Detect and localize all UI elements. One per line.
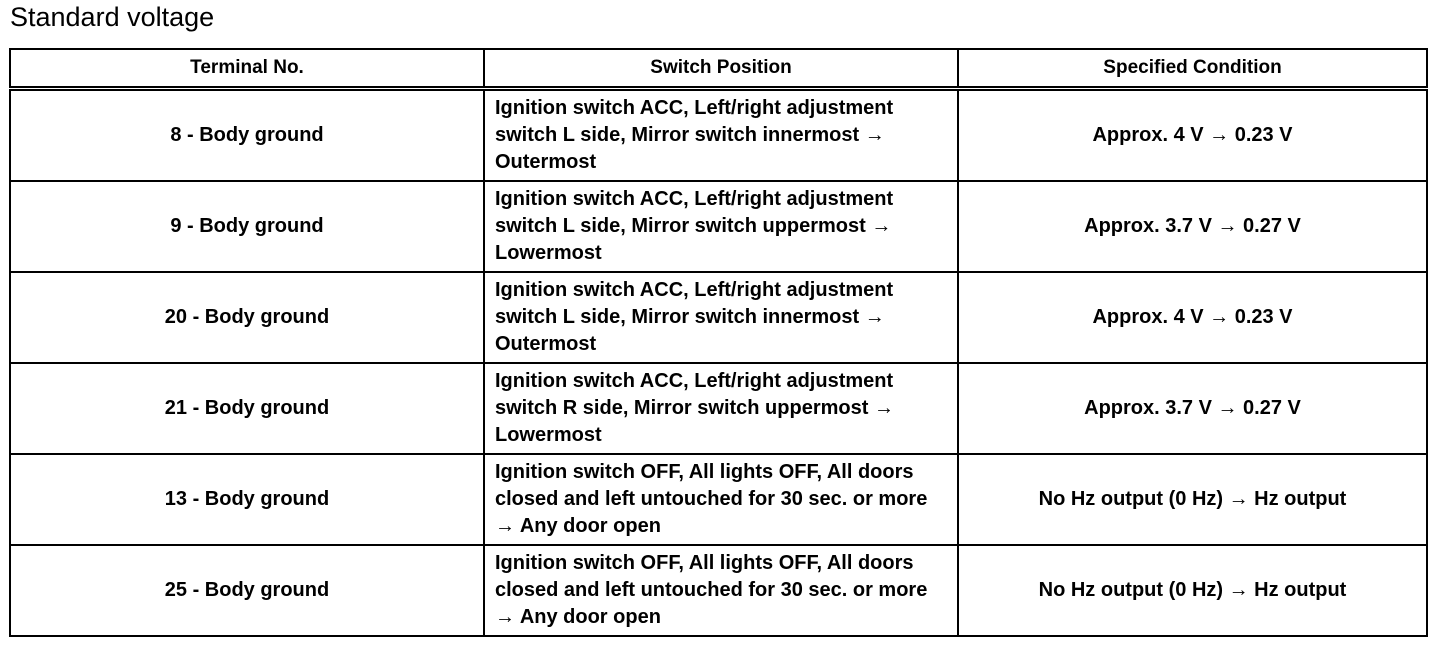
specified-condition-cell: Approx. 4 V → 0.23 V <box>958 272 1427 363</box>
switch-position-cell: Ignition switch ACC, Left/right adjustment switch L side, Mirror switch innermost → Outermost <box>484 272 958 363</box>
terminal-cell: 20 - Body ground <box>10 272 484 363</box>
switch-position-cell: Ignition switch ACC, Left/right adjustment switch L side, Mirror switch innermost → Outermost <box>484 89 958 182</box>
column-header-specified-condition: Specified Condition <box>958 49 1427 89</box>
table-row <box>10 545 1427 636</box>
terminal-cell: 9 - Body ground <box>10 181 484 272</box>
specified-condition-cell: Approx. 3.7 V → 0.27 V <box>958 363 1427 454</box>
table-row <box>10 272 1427 363</box>
terminal-cell: 21 - Body ground <box>10 363 484 454</box>
switch-position-cell: Ignition switch OFF, All lights OFF, All doors closed and left untouched for 30 sec. or more → Any door open <box>484 545 958 636</box>
standard-voltage-table <box>9 48 1428 637</box>
switch-position-cell: Ignition switch OFF, All lights OFF, All doors closed and left untouched for 30 sec. or more → Any door open <box>484 454 958 545</box>
specified-condition-cell: No Hz output (0 Hz) → Hz output <box>958 454 1427 545</box>
terminal-cell: 25 - Body ground <box>10 545 484 636</box>
table-row <box>10 363 1427 454</box>
specified-condition-cell: No Hz output (0 Hz) → Hz output <box>958 545 1427 636</box>
table-row <box>10 89 1427 182</box>
table-row <box>10 181 1427 272</box>
column-header-switch-position: Switch Position <box>484 49 958 89</box>
switch-position-cell: Ignition switch ACC, Left/right adjustment switch L side, Mirror switch uppermost → Lowermost <box>484 181 958 272</box>
terminal-cell: 13 - Body ground <box>10 454 484 545</box>
column-header-terminal: Terminal No. <box>10 49 484 89</box>
switch-position-cell: Ignition switch ACC, Left/right adjustment switch R side, Mirror switch uppermost → Lowermost <box>484 363 958 454</box>
terminal-cell: 8 - Body ground <box>10 89 484 182</box>
specified-condition-cell: Approx. 4 V → 0.23 V <box>958 89 1427 182</box>
page-title: Standard voltage <box>10 2 215 32</box>
table-row <box>10 454 1427 545</box>
table-header-row <box>10 49 1427 89</box>
specified-condition-cell: Approx. 3.7 V → 0.27 V <box>958 181 1427 272</box>
